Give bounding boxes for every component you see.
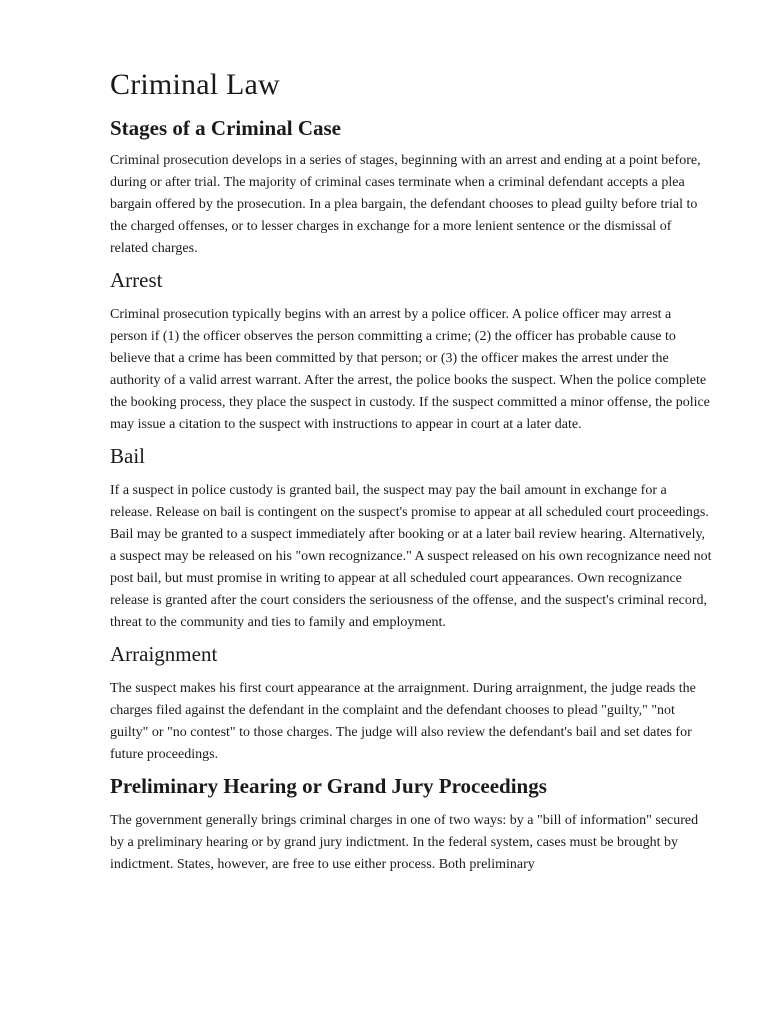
section-body-arraignment: The suspect makes his first court appearance at the arraignment. During arraignment, the judge reads the charges filed against the defendant in the complaint and the defendant chooses to plead "guilty," "not guilty" or "no contest" to those charges. The judge will also review the defendant's bail and set dates for future proceedings. (110, 681, 696, 762)
intro-heading: Stages of a Criminal Case (110, 116, 341, 140)
section-heading-arraignment: Arraignment (110, 642, 218, 666)
section-body-bail: If a suspect in police custody is granted bail, the suspect may pay the bail amount in exchange for a release. Release on bail is contingent on the suspect's promise to appear at all scheduled court proceedings. Bail may be granted to a suspect immediately after booking or at a later bail review hearing. Alternatively, a suspect may be released on his "own recognizance." A suspect released on his own recognizance need not post bail, but must promise in writing to appear at all scheduled court appearances. Own recognizance release is granted after the court considers the seriousness of the offense, and the suspect's criminal record, threat to the community and ties to family and employment. (110, 483, 712, 630)
section-heading-bail: Bail (110, 444, 145, 468)
section-heading-preliminary-hearing: Preliminary Hearing or Grand Jury Proceedings (110, 774, 547, 798)
section-heading-arrest: Arrest (110, 268, 163, 292)
document-title: Criminal Law (110, 68, 280, 101)
section-body-arrest: Criminal prosecution typically begins with an arrest by a police officer. A police officer may arrest a person if (1) the officer observes the person committing a crime; (2) the officer has probable cause to believe that a crime has been committed by that person; or (3) the officer makes the arrest under the authority of a valid arrest warrant. After the arrest, the police books the suspect. When the police complete the booking process, they place the suspect in custody. If the suspect committed a minor offense, the police may issue a citation to the suspect with instructions to appear in court at a later date. (110, 307, 710, 432)
intro-paragraph: Criminal prosecution develops in a series of stages, beginning with an arrest and ending at a point before, during or after trial. The majority of criminal cases terminate when a criminal defendant accepts a plea bargain offered by the prosecution. In a plea bargain, the defendant chooses to plead guilty before trial to the charged offenses, or to lesser charges in exchange for a more lenient sentence or the dismissal of related charges. (110, 153, 701, 256)
section-body-preliminary-hearing: The government generally brings criminal charges in one of two ways: by a "bill of information" secured by a preliminary hearing or by grand jury indictment. In the federal system, cases must be brought by indictment. States, however, are free to use either process. Both preliminary (110, 813, 699, 872)
